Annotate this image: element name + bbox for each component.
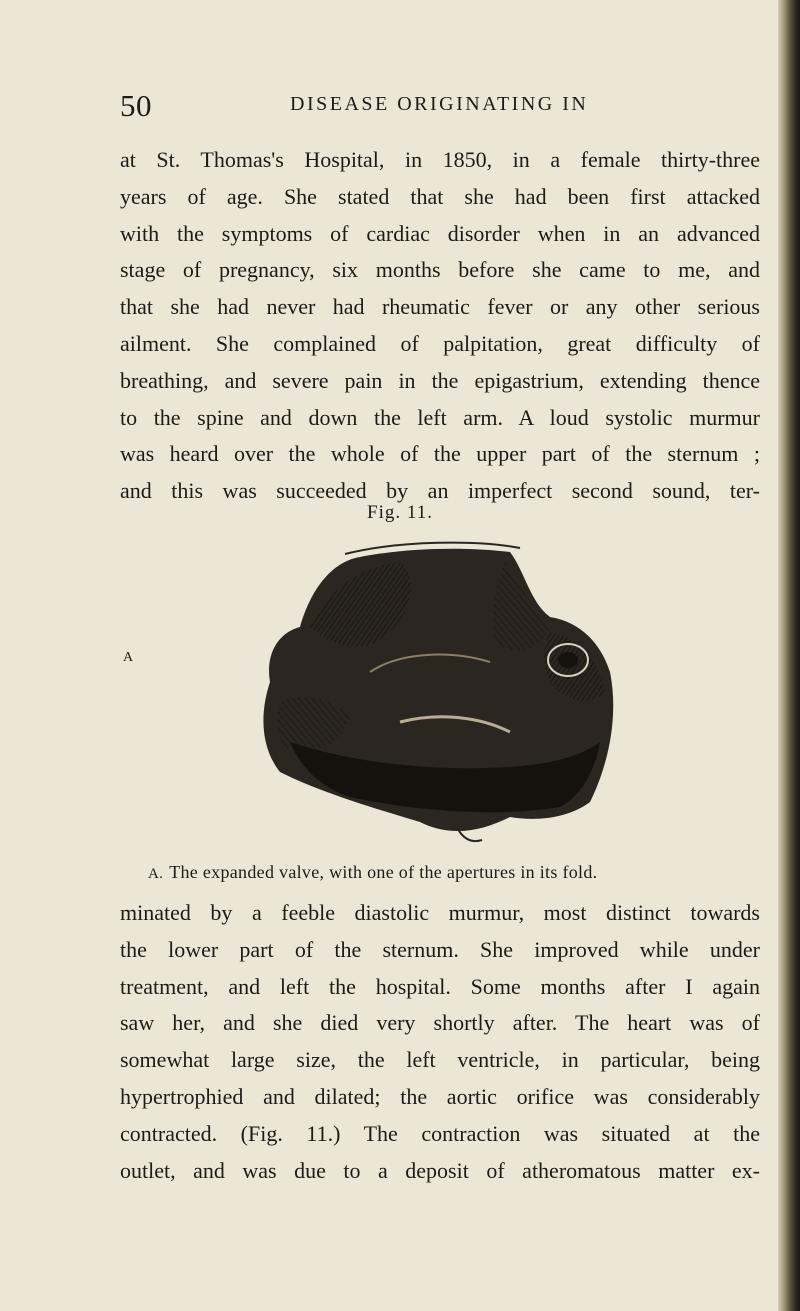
text-line: ailment. She complained of palpitation, great difficulty of: [120, 330, 760, 356]
text-line: with the symptoms of cardiac disorder when in an advanced: [120, 220, 760, 246]
body-paragraph-2: [120, 895, 760, 1189]
text-line: treatment, and left the hospital. Some months after I again: [120, 973, 760, 999]
text-line: to the spine and down the left arm. A loud systolic murmur: [120, 404, 760, 430]
page-header: [120, 88, 760, 128]
caption-letter: A.: [148, 866, 164, 882]
page-edge-shadow: [778, 0, 800, 1311]
text-line: outlet, and was due to a deposit of atheromatous matter ex-: [120, 1157, 760, 1183]
text-line: minated by a feeble diastolic murmur, most distinct towards: [120, 900, 760, 925]
text-line: stage of pregnancy, six months before she came to me, and: [120, 257, 760, 283]
text-line: was heard over the whole of the upper part of the sternum ;: [120, 441, 760, 467]
text-line: saw her, and she died very shortly after. The heart was of: [120, 1010, 760, 1036]
page-number: 50: [120, 88, 152, 123]
text-line: hypertrophied and dilated; the aortic orifice was considerably: [120, 1083, 760, 1109]
text-line: and this was succeeded by an imperfect second sound, ter-: [120, 478, 760, 504]
figure-illustration-valve: [250, 532, 630, 852]
text-line: the lower part of the sternum. She improved while under: [120, 936, 760, 962]
figure-marker-a: A: [123, 650, 134, 665]
figure-label: Fig. 11.: [367, 502, 433, 523]
text-line: somewhat large size, the left ventricle, in particular, being: [120, 1047, 760, 1073]
text-line: at St. Thomas's Hospital, in 1850, in a female thirty-three: [120, 147, 760, 172]
text-line: breathing, and severe pain in the epigastrium, extending thence: [120, 367, 760, 393]
body-paragraph-1: [120, 142, 760, 510]
text-line: that she had never had rheumatic fever or any other serious: [120, 294, 760, 320]
figure-caption: [148, 862, 768, 883]
text-line: years of age. She stated that she had been first attacked: [120, 183, 760, 209]
caption-text: The expanded valve, with one of the apertures in its fold.: [169, 862, 598, 882]
running-title: DISEASE ORIGINATING IN: [290, 93, 589, 115]
text-line: contracted. (Fig. 11.) The contraction was situated at the: [120, 1120, 760, 1146]
